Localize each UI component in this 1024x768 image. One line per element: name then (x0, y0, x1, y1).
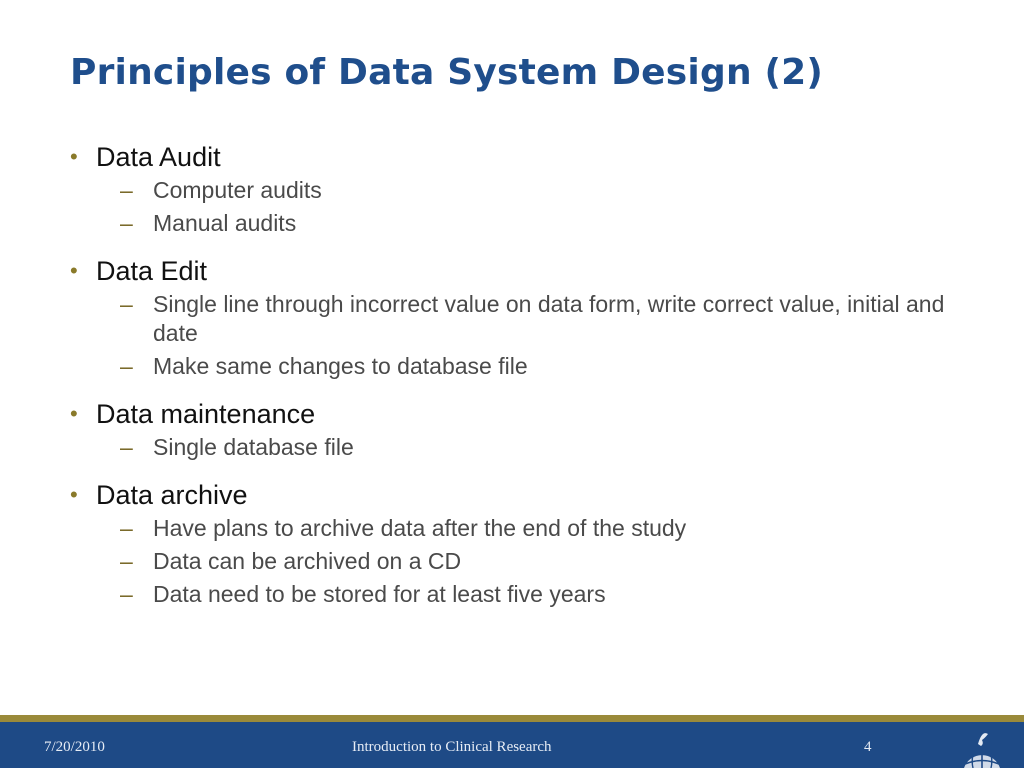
footer-bar (0, 722, 1024, 768)
dash-icon: – (120, 548, 133, 574)
dash-icon: – (120, 291, 133, 317)
sub-item-text: Data can be archived on a CD (153, 548, 462, 574)
sub-item (70, 547, 980, 576)
footer-date: 7/20/2010 (44, 739, 105, 755)
sub-item (70, 176, 980, 205)
sub-item-text: Single database file (153, 434, 354, 460)
sub-item-text: Have plans to archive data after the end of the study (153, 515, 687, 541)
sub-item-text: Make same changes to database file (153, 353, 528, 379)
bullet-item (70, 397, 980, 431)
dash-icon: – (120, 434, 133, 460)
bullet-dot-icon: • (70, 401, 78, 426)
bullet-dot-icon: • (70, 144, 78, 169)
bullet-label: Data Edit (96, 256, 208, 286)
dash-icon: – (120, 353, 133, 379)
bullet-section (70, 478, 980, 609)
sub-list (70, 176, 980, 238)
bullet-item (70, 478, 980, 512)
bullet-list (70, 140, 980, 625)
sub-item (70, 352, 980, 381)
sub-item (70, 514, 980, 543)
sub-list (70, 514, 980, 609)
sub-item (70, 433, 980, 462)
sub-item-text: Manual audits (153, 210, 297, 236)
dash-icon: – (120, 581, 133, 607)
bullet-section (70, 397, 980, 462)
sub-list (70, 433, 980, 462)
bullet-label: Data maintenance (96, 399, 316, 429)
sub-item (70, 209, 980, 238)
sub-item-text: Computer audits (153, 177, 322, 203)
sub-list (70, 290, 980, 381)
bullet-section (70, 254, 980, 381)
footer-accent-bar (0, 715, 1024, 722)
bullet-item (70, 254, 980, 288)
dash-icon: – (120, 515, 133, 541)
globe-logo-icon (952, 724, 1012, 768)
bullet-dot-icon: • (70, 482, 78, 507)
sub-item (70, 580, 980, 609)
bullet-item (70, 140, 980, 174)
dash-icon: – (120, 210, 133, 236)
slide-title: Principles of Data System Design (2) (70, 52, 824, 93)
bullet-label: Data Audit (96, 142, 221, 172)
page-number: 4 (864, 739, 872, 755)
bullet-section (70, 140, 980, 238)
sub-item (70, 290, 980, 348)
bullet-label: Data archive (96, 480, 248, 510)
sub-item-text: Data need to be stored for at least five years (153, 581, 606, 607)
footer-title: Introduction to Clinical Research (352, 739, 552, 755)
sub-item-text: Single line through incorrect value on data form, write correct value, initial and date (153, 291, 945, 346)
bullet-dot-icon: • (70, 258, 78, 283)
dash-icon: – (120, 177, 133, 203)
